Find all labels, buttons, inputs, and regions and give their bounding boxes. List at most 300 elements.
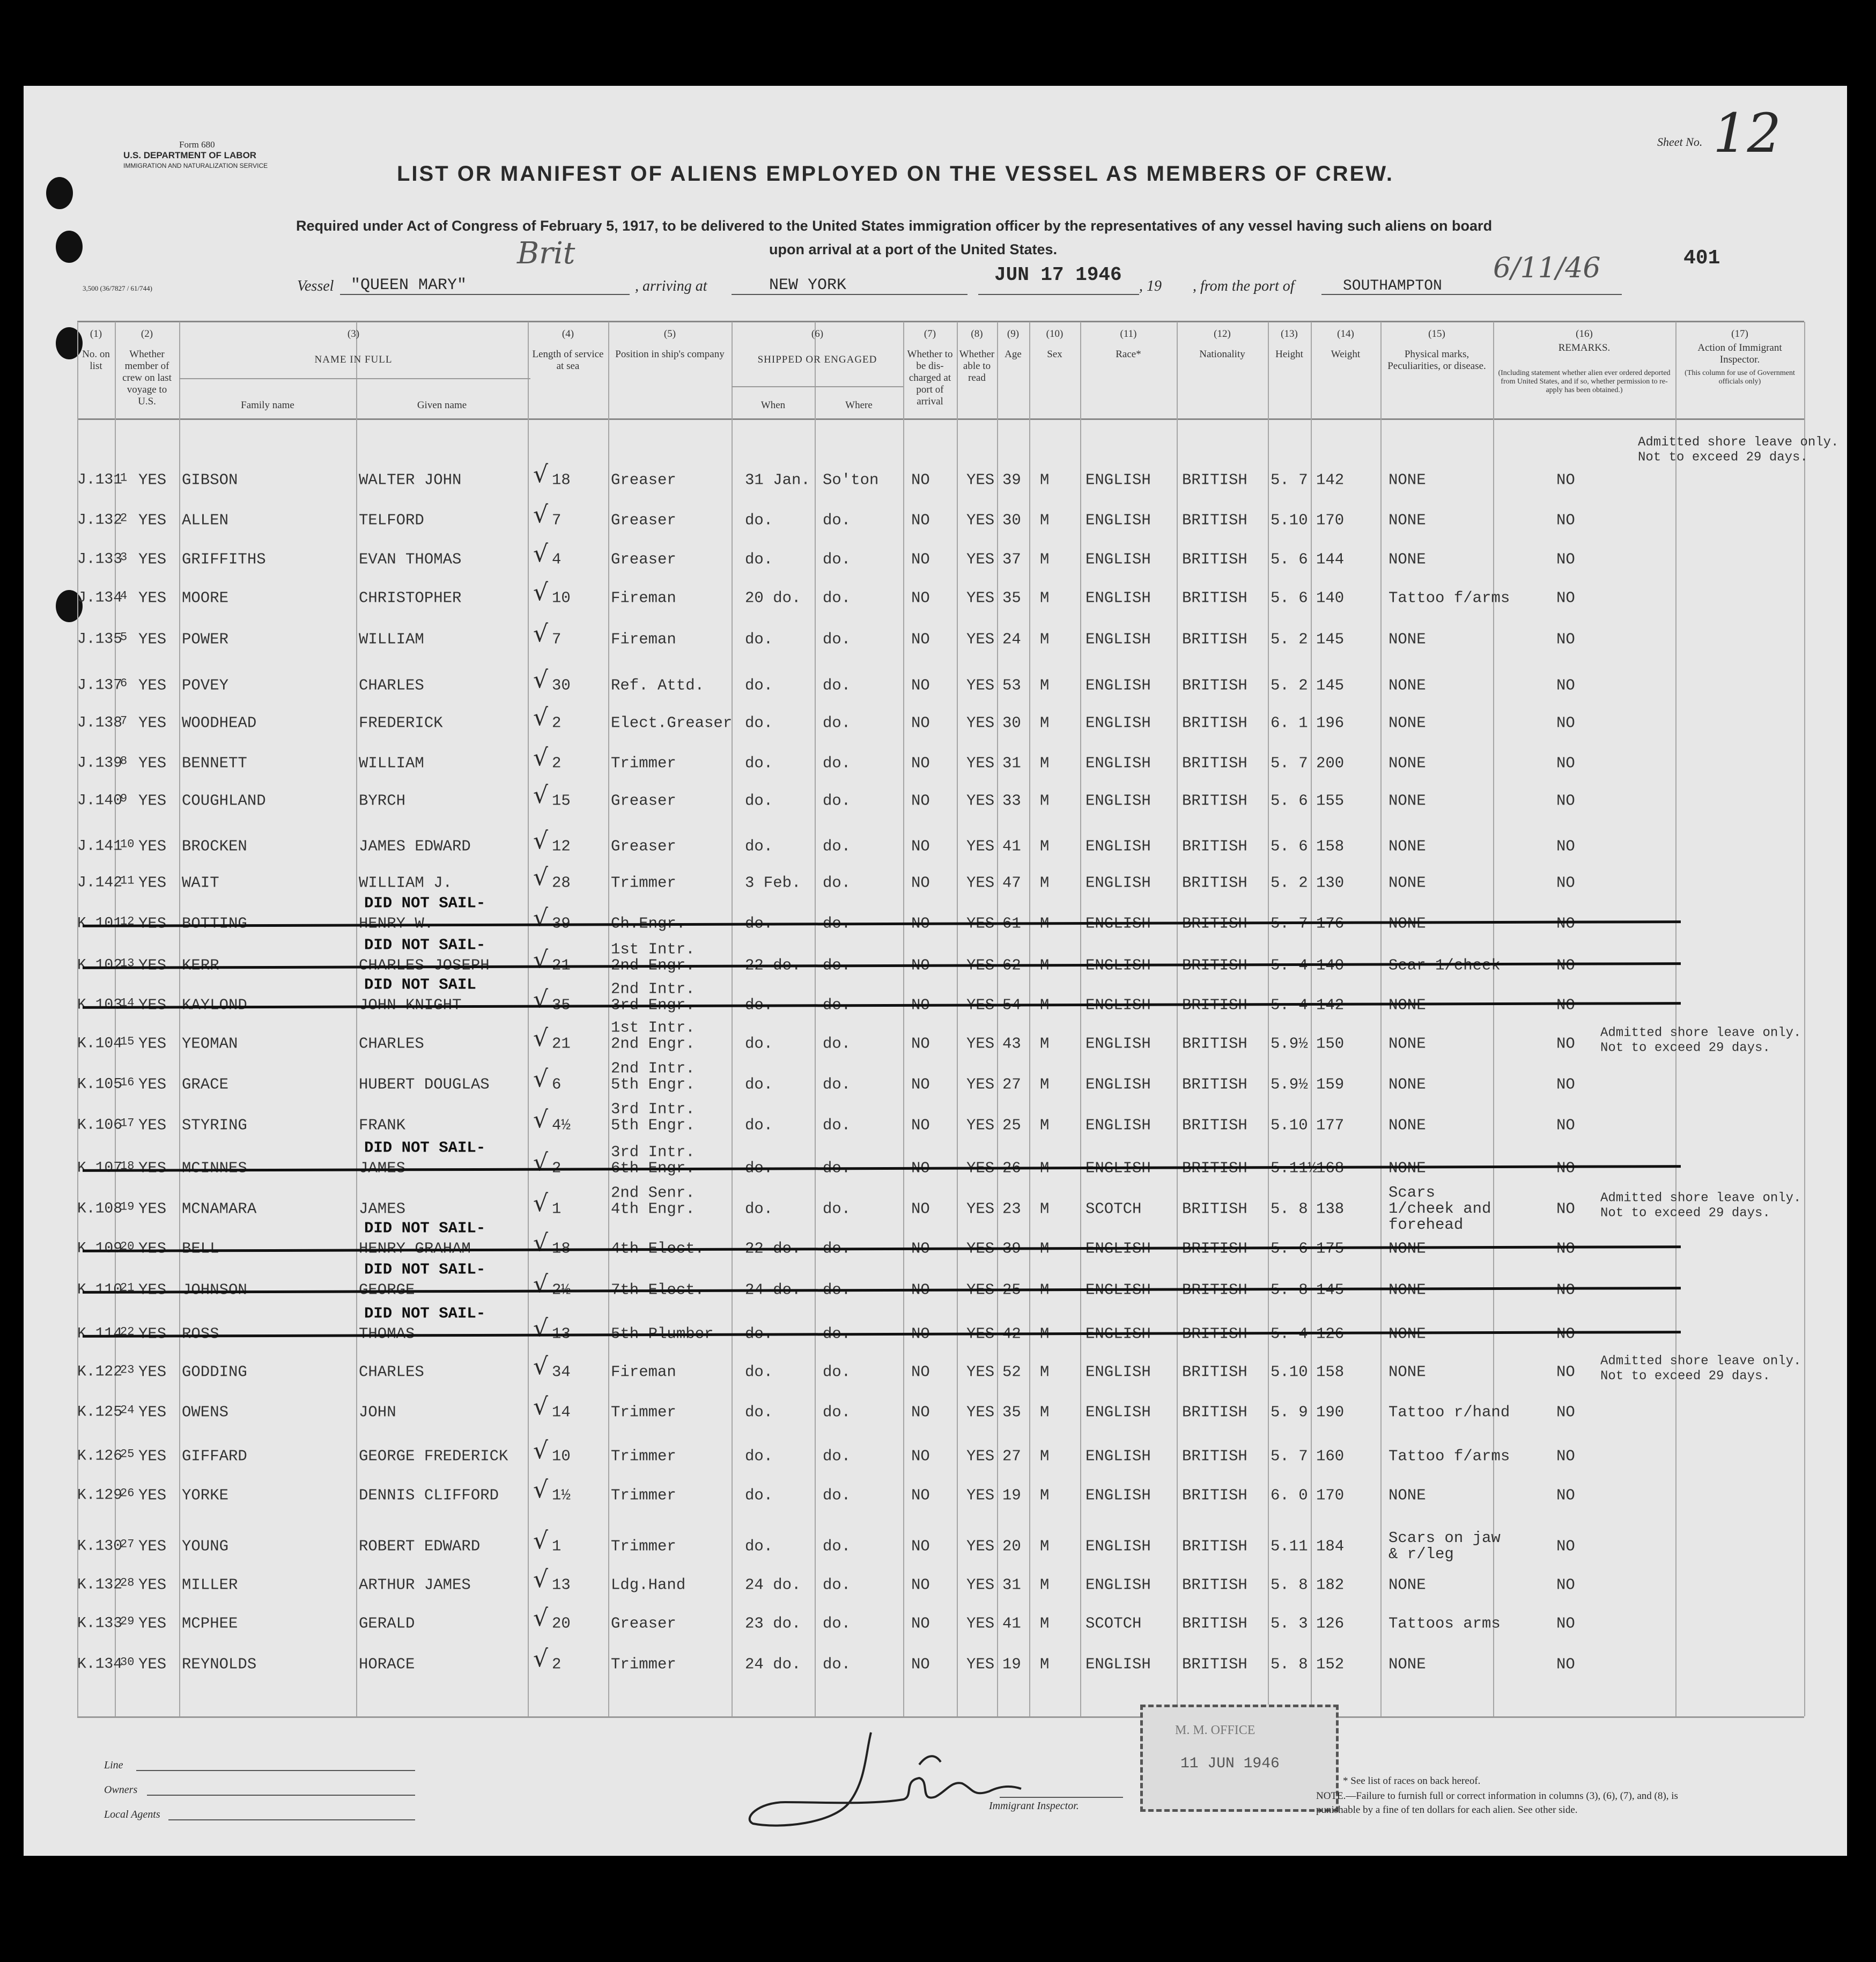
- punch-hole: [46, 177, 73, 209]
- nationality: BRITISH: [1182, 511, 1247, 529]
- shipped-where: do.: [823, 1486, 851, 1504]
- vessel-flag-note: Brit: [517, 236, 575, 271]
- row-number: 22: [120, 1325, 135, 1339]
- given-name: GEORGE FREDERICK: [359, 1447, 508, 1465]
- vessel-label: Vessel: [297, 278, 334, 294]
- shipped-when: do.: [745, 1325, 773, 1343]
- race: ENGLISH: [1085, 1403, 1151, 1421]
- strikethrough-line: [83, 920, 1681, 927]
- column-rule: [1380, 322, 1382, 1716]
- shipped-where: do.: [823, 792, 851, 810]
- row-ref: K.132: [77, 1576, 123, 1594]
- column-header: Whether member of crew on last voyage to U.S.: [122, 349, 172, 407]
- did-not-sail-note: DID NOT SAIL-: [364, 894, 486, 912]
- physical-marks: Scars 1/cheek and forehead: [1388, 1184, 1491, 1234]
- able-to-read: YES: [966, 914, 995, 933]
- remarks: NO: [1556, 714, 1575, 732]
- height: 5. 3: [1271, 1614, 1308, 1633]
- shipped-where: do.: [823, 511, 851, 529]
- weight: 155: [1316, 792, 1345, 810]
- given-name: WILLIAM J.: [359, 874, 453, 892]
- check-mark: √: [533, 1229, 549, 1257]
- discharged-at-arrival: NO: [911, 471, 930, 489]
- column-rule: [957, 322, 958, 1716]
- column-number: (2): [141, 328, 153, 340]
- ship-position: 4th Elect.: [611, 1240, 705, 1258]
- discharged-at-arrival: NO: [911, 996, 930, 1014]
- stamp-office: M. M. OFFICE: [1175, 1723, 1255, 1737]
- crew-last-voyage: YES: [138, 471, 167, 489]
- able-to-read: YES: [966, 996, 995, 1014]
- service-length: 2: [552, 1159, 562, 1177]
- shipped-where: do.: [823, 550, 851, 569]
- nationality: BRITISH: [1182, 1363, 1247, 1381]
- shipped-where: do.: [823, 1363, 851, 1381]
- check-mark: √: [533, 1190, 549, 1217]
- family-name: MCINNES: [182, 1159, 247, 1177]
- ship-position: 4th Engr.: [611, 1200, 695, 1218]
- family-name: POVEY: [182, 676, 229, 695]
- race: ENGLISH: [1085, 1655, 1151, 1673]
- column-header: Sex: [1047, 349, 1062, 360]
- column-header: Race*: [1116, 349, 1141, 360]
- column-number: (13): [1281, 328, 1298, 340]
- shipped-where: do.: [823, 754, 851, 772]
- ship-position: 5th Plumber: [611, 1325, 714, 1343]
- crew-last-voyage: YES: [138, 1447, 167, 1465]
- manifest-sheet: [24, 86, 1847, 1856]
- shore-leave-limit: Not to exceed 29 days.: [1638, 450, 1808, 465]
- crew-last-voyage: YES: [138, 1486, 167, 1504]
- row-ref: K.109: [77, 1240, 123, 1257]
- able-to-read: YES: [966, 754, 995, 772]
- height: 5. 8: [1271, 1281, 1308, 1299]
- able-to-read: YES: [966, 550, 995, 569]
- service-length: 2: [552, 1655, 562, 1673]
- discharged-at-arrival: NO: [911, 1363, 930, 1381]
- family-name: GODDING: [182, 1363, 247, 1381]
- column-number: (14): [1337, 328, 1354, 340]
- physical-marks: NONE: [1388, 837, 1426, 855]
- physical-marks: NONE: [1388, 511, 1426, 529]
- height: 6. 0: [1271, 1486, 1308, 1504]
- nationality: BRITISH: [1182, 1035, 1247, 1053]
- family-name: YEOMAN: [182, 1035, 238, 1053]
- physical-marks: NONE: [1388, 1325, 1426, 1343]
- row-number: 29: [120, 1614, 135, 1628]
- service-length: 7: [552, 630, 562, 648]
- age: 47: [1002, 874, 1021, 892]
- column-header: REMARKS.: [1558, 342, 1611, 353]
- row-number: 27: [120, 1537, 135, 1551]
- weight: 170: [1316, 511, 1345, 529]
- race: ENGLISH: [1085, 1576, 1151, 1594]
- able-to-read: YES: [966, 837, 995, 855]
- row-number: 14: [120, 996, 135, 1010]
- ship-position: 2nd Engr.: [611, 956, 695, 975]
- ship-position: Ch.Engr.: [611, 914, 686, 933]
- sex: M: [1040, 630, 1050, 648]
- family-name: POWER: [182, 630, 229, 648]
- shipped-when: do.: [745, 676, 773, 695]
- discharged-at-arrival: NO: [911, 511, 930, 529]
- remarks: NO: [1556, 996, 1575, 1014]
- row-number: 30: [120, 1655, 135, 1669]
- sex: M: [1040, 1075, 1050, 1094]
- physical-marks: NONE: [1388, 874, 1426, 892]
- check-mark: √: [533, 579, 549, 606]
- family-name: YOUNG: [182, 1537, 229, 1555]
- given-name: DENNIS CLIFFORD: [359, 1486, 499, 1504]
- ship-position: 5th Engr.: [611, 1116, 695, 1134]
- remarks: NO: [1556, 1403, 1575, 1421]
- column-number: (3): [347, 328, 360, 340]
- given-name: FRANK: [359, 1116, 406, 1134]
- shipped-where: do.: [823, 996, 851, 1014]
- shipped-where: do.: [823, 837, 851, 855]
- discharged-at-arrival: NO: [911, 1200, 930, 1218]
- age: 39: [1002, 471, 1021, 489]
- nationality: BRITISH: [1182, 914, 1247, 933]
- weight: 182: [1316, 1576, 1345, 1594]
- column-subnote: (Including statement whether alien ever ordered deported from United States, and if so, whether permission to re-apply has been obtained.): [1498, 369, 1671, 394]
- column-rule: [815, 322, 816, 1716]
- service-length: 2: [552, 714, 562, 732]
- physical-marks: NONE: [1388, 1486, 1426, 1504]
- shipped-when: do.: [745, 550, 773, 569]
- column-header: Age: [1005, 349, 1022, 360]
- row-ref: K.105: [77, 1076, 123, 1093]
- age: 19: [1002, 1486, 1021, 1504]
- family-name: KERR: [182, 956, 219, 975]
- height: 5. 2: [1271, 676, 1308, 695]
- column-rule: [1029, 322, 1030, 1716]
- row-number: 25: [120, 1447, 135, 1461]
- service-length: 1: [552, 1200, 562, 1218]
- ship-position: Fireman: [611, 1363, 676, 1381]
- discharged-at-arrival: NO: [911, 1447, 930, 1465]
- crew-last-voyage: YES: [138, 550, 167, 569]
- sex: M: [1040, 1486, 1050, 1504]
- ship-position-previous: 2nd Intr.: [611, 1059, 695, 1078]
- able-to-read: YES: [966, 792, 995, 810]
- sex: M: [1040, 792, 1050, 810]
- ship-position: Trimmer: [611, 754, 676, 772]
- given-name: BYRCH: [359, 792, 406, 810]
- crew-last-voyage: YES: [138, 714, 167, 732]
- service-length: 4½: [552, 1116, 571, 1134]
- shipped-when: do.: [745, 1116, 773, 1134]
- shipped-when: do.: [745, 630, 773, 648]
- nationality: BRITISH: [1182, 630, 1247, 648]
- family-name: ALLEN: [182, 511, 229, 529]
- race: ENGLISH: [1085, 630, 1151, 648]
- ship-position: Ref. Attd.: [611, 676, 705, 695]
- fine-note-line1: NOTE.—Failure to furnish full or correct information in columns (3), (6), (7), and (8), is: [1316, 1790, 1678, 1802]
- local-agents-label: Local Agents: [104, 1809, 160, 1820]
- family-name: WOODHEAD: [182, 714, 257, 732]
- given-name: GERALD: [359, 1614, 415, 1633]
- crew-last-voyage: YES: [138, 1614, 167, 1633]
- from-port-label: , from the port of: [1193, 278, 1295, 294]
- remarks: NO: [1556, 630, 1575, 648]
- service-length: 13: [552, 1325, 571, 1343]
- nationality: BRITISH: [1182, 550, 1247, 569]
- nationality: BRITISH: [1182, 676, 1247, 695]
- crew-last-voyage: YES: [138, 837, 167, 855]
- check-mark: √: [533, 1271, 549, 1298]
- strikethrough-line: [83, 1331, 1681, 1338]
- given-name: FREDERICK: [359, 714, 443, 732]
- shipped-where: do.: [823, 589, 851, 607]
- ship-position: Trimmer: [611, 874, 676, 892]
- check-mark: √: [533, 904, 549, 932]
- race: ENGLISH: [1085, 471, 1151, 489]
- column-rule: [1493, 322, 1494, 1716]
- shipped-when: do.: [745, 914, 773, 933]
- age: 43: [1002, 1035, 1021, 1053]
- remarks: NO: [1556, 1486, 1575, 1504]
- ship-position: Trimmer: [611, 1537, 676, 1555]
- row-ref: J.135: [77, 631, 123, 648]
- height: 5. 2: [1271, 630, 1308, 648]
- race: ENGLISH: [1085, 1159, 1151, 1177]
- row-ref: K.126: [77, 1448, 123, 1465]
- shipped-where: do.: [823, 956, 851, 975]
- race: ENGLISH: [1085, 1537, 1151, 1555]
- check-mark: √: [533, 864, 549, 891]
- row-number: 4: [120, 589, 128, 603]
- given-name: THOMAS: [359, 1325, 415, 1343]
- discharged-at-arrival: NO: [911, 1240, 930, 1258]
- family-name: MILLER: [182, 1576, 238, 1594]
- column-header: Physical marks, Peculiarities, or disease.: [1387, 349, 1486, 372]
- column-rule: [1080, 322, 1081, 1716]
- row-ref: J.132: [77, 512, 123, 529]
- shipped-when: do.: [745, 1159, 773, 1177]
- sex: M: [1040, 1363, 1050, 1381]
- physical-marks: NONE: [1388, 676, 1426, 695]
- column-number: (15): [1428, 328, 1445, 340]
- age: 42: [1002, 1325, 1021, 1343]
- race: ENGLISH: [1085, 792, 1151, 810]
- family-name: GRIFFITHS: [182, 550, 266, 569]
- weight: 170: [1316, 1486, 1345, 1504]
- height: 5.10: [1271, 1363, 1308, 1381]
- given-name: WILLIAM: [359, 630, 424, 648]
- shore-leave-note: Admitted shore leave only.: [1600, 1026, 1801, 1041]
- shore-leave-limit: Not to exceed 29 days.: [1600, 1041, 1770, 1056]
- remarks: NO: [1556, 1655, 1575, 1673]
- service-length: 1½: [552, 1486, 571, 1504]
- column-rule: [179, 322, 180, 1716]
- row-number: 21: [120, 1281, 135, 1295]
- weight: 168: [1316, 1159, 1345, 1177]
- sex: M: [1040, 471, 1050, 489]
- row-ref: J.141: [77, 838, 123, 855]
- service-length: 10: [552, 589, 571, 607]
- weight: 159: [1316, 1075, 1345, 1094]
- height: 5.9½: [1271, 1075, 1308, 1094]
- row-number: 19: [120, 1200, 135, 1214]
- column-number: (12): [1214, 328, 1231, 340]
- nationality: BRITISH: [1182, 874, 1247, 892]
- given-name: WILLIAM: [359, 754, 424, 772]
- did-not-sail-note: DID NOT SAIL-: [364, 1139, 486, 1157]
- service-length: 2½: [552, 1281, 571, 1299]
- remarks: NO: [1556, 471, 1575, 489]
- service-length: 21: [552, 1035, 571, 1053]
- shipped-when: do.: [745, 1075, 773, 1094]
- sex: M: [1040, 1655, 1050, 1673]
- remarks: NO: [1556, 754, 1575, 772]
- physical-marks: NONE: [1388, 1363, 1426, 1381]
- column-rule: [528, 322, 529, 1716]
- able-to-read: YES: [966, 1035, 995, 1053]
- row-number: 10: [120, 837, 135, 851]
- crew-last-voyage: YES: [138, 589, 167, 607]
- row-number: 11: [120, 874, 135, 888]
- discharged-at-arrival: NO: [911, 1075, 930, 1094]
- age: 25: [1002, 1281, 1021, 1299]
- discharged-at-arrival: NO: [911, 1614, 930, 1633]
- shipped-where: do.: [823, 630, 851, 648]
- family-name: YORKE: [182, 1486, 229, 1504]
- physical-marks: NONE: [1388, 1116, 1426, 1134]
- physical-marks: NONE: [1388, 1655, 1426, 1673]
- crew-last-voyage: YES: [138, 1159, 167, 1177]
- ship-position: Fireman: [611, 630, 676, 648]
- service-length: 35: [552, 996, 571, 1014]
- crew-last-voyage: YES: [138, 792, 167, 810]
- sex: M: [1040, 550, 1050, 569]
- service-length: 15: [552, 792, 571, 810]
- column-rule: [608, 322, 609, 1716]
- ship-position-previous: 3rd Intr.: [611, 1143, 695, 1161]
- nationality: BRITISH: [1182, 754, 1247, 772]
- physical-marks: Tattoo f/arms: [1388, 1447, 1510, 1465]
- shipped-when: do.: [745, 792, 773, 810]
- height: 5. 7: [1271, 1447, 1308, 1465]
- weight: 158: [1316, 1363, 1345, 1381]
- height: 5. 7: [1271, 914, 1308, 933]
- family-name: BROCKEN: [182, 837, 247, 855]
- given-name: HUBERT DOUGLAS: [359, 1075, 490, 1094]
- sex: M: [1040, 1035, 1050, 1053]
- nationality: BRITISH: [1182, 1200, 1247, 1218]
- ship-position: Greaser: [611, 550, 676, 569]
- race: ENGLISH: [1085, 754, 1151, 772]
- physical-marks: Tattoo r/hand: [1388, 1403, 1510, 1421]
- did-not-sail-note: DID NOT SAIL-: [364, 1304, 486, 1323]
- column-subheader: Where: [845, 400, 873, 411]
- nationality: BRITISH: [1182, 792, 1247, 810]
- column-subnote: (This column for use of Government officials only): [1685, 369, 1795, 386]
- remarks: NO: [1556, 1614, 1575, 1633]
- able-to-read: YES: [966, 511, 995, 529]
- crew-last-voyage: YES: [138, 630, 167, 648]
- given-name: CHRISTOPHER: [359, 589, 462, 607]
- column-header: Whether able to read: [959, 349, 995, 383]
- service-length: 14: [552, 1403, 571, 1421]
- sex: M: [1040, 914, 1050, 933]
- given-name: JAMES: [359, 1159, 406, 1177]
- nationality: BRITISH: [1182, 837, 1247, 855]
- remarks: NO: [1556, 1281, 1575, 1299]
- nationality: BRITISH: [1182, 1403, 1247, 1421]
- row-number: 26: [120, 1486, 135, 1500]
- given-name: HENRY W.: [359, 914, 434, 933]
- discharged-at-arrival: NO: [911, 914, 930, 933]
- sex: M: [1040, 511, 1050, 529]
- ship-position: Ldg.Hand: [611, 1576, 686, 1594]
- inspector-signature: [742, 1722, 1043, 1834]
- shipped-where: do.: [823, 1116, 851, 1134]
- discharged-at-arrival: NO: [911, 792, 930, 810]
- crew-last-voyage: YES: [138, 1200, 167, 1218]
- given-name: JAMES EDWARD: [359, 837, 471, 855]
- sex: M: [1040, 589, 1050, 607]
- department-name: U.S. DEPARTMENT OF LABOR: [123, 150, 257, 160]
- discharged-at-arrival: NO: [911, 1655, 930, 1673]
- shipped-where: do.: [823, 1281, 851, 1299]
- age: 30: [1002, 511, 1021, 529]
- able-to-read: YES: [966, 1403, 995, 1421]
- sex: M: [1040, 1200, 1050, 1218]
- check-mark: √: [533, 1315, 549, 1342]
- discharged-at-arrival: NO: [911, 837, 930, 855]
- weight: 130: [1316, 874, 1345, 892]
- weight: 200: [1316, 754, 1345, 772]
- given-name: JOHN KNIGHT: [359, 996, 462, 1014]
- nationality: BRITISH: [1182, 1655, 1247, 1673]
- column-header: Position in ship's company: [615, 349, 725, 360]
- row-ref: J.138: [77, 714, 123, 732]
- crew-last-voyage: YES: [138, 1655, 167, 1673]
- race: ENGLISH: [1085, 1486, 1151, 1504]
- row-number: 17: [120, 1116, 135, 1130]
- service-name: IMMIGRATION AND NATURALIZATION SERVICE: [123, 162, 268, 169]
- crew-last-voyage: YES: [138, 1537, 167, 1555]
- shipped-where: do.: [823, 714, 851, 732]
- discharged-at-arrival: NO: [911, 956, 930, 975]
- age: 35: [1002, 589, 1021, 607]
- form-number: Form 680: [179, 139, 215, 150]
- family-name: WAIT: [182, 874, 219, 892]
- family-name: STYRING: [182, 1116, 247, 1134]
- service-length: 28: [552, 874, 571, 892]
- shore-leave-note: Admitted shore leave only.: [1600, 1354, 1801, 1369]
- check-mark: √: [533, 1604, 549, 1632]
- given-name: CHARLES: [359, 676, 424, 695]
- nationality: BRITISH: [1182, 956, 1247, 975]
- row-ref: J.133: [77, 551, 123, 568]
- physical-marks: Scar 1/cheek: [1388, 956, 1501, 975]
- able-to-read: YES: [966, 1655, 995, 1673]
- height: 5.10: [1271, 1116, 1308, 1134]
- discharged-at-arrival: NO: [911, 754, 930, 772]
- ship-position: Greaser: [611, 792, 676, 810]
- physical-marks: NONE: [1388, 1576, 1426, 1594]
- shipped-when: 24 do.: [745, 1576, 801, 1594]
- shipped-where: do.: [823, 914, 851, 933]
- remarks: NO: [1556, 1576, 1575, 1594]
- did-not-sail-note: DID NOT SAIL-: [364, 1219, 486, 1237]
- age: 26: [1002, 1159, 1021, 1177]
- column-number: (4): [562, 328, 574, 340]
- row-number: 13: [120, 956, 135, 970]
- nationality: BRITISH: [1182, 1281, 1247, 1299]
